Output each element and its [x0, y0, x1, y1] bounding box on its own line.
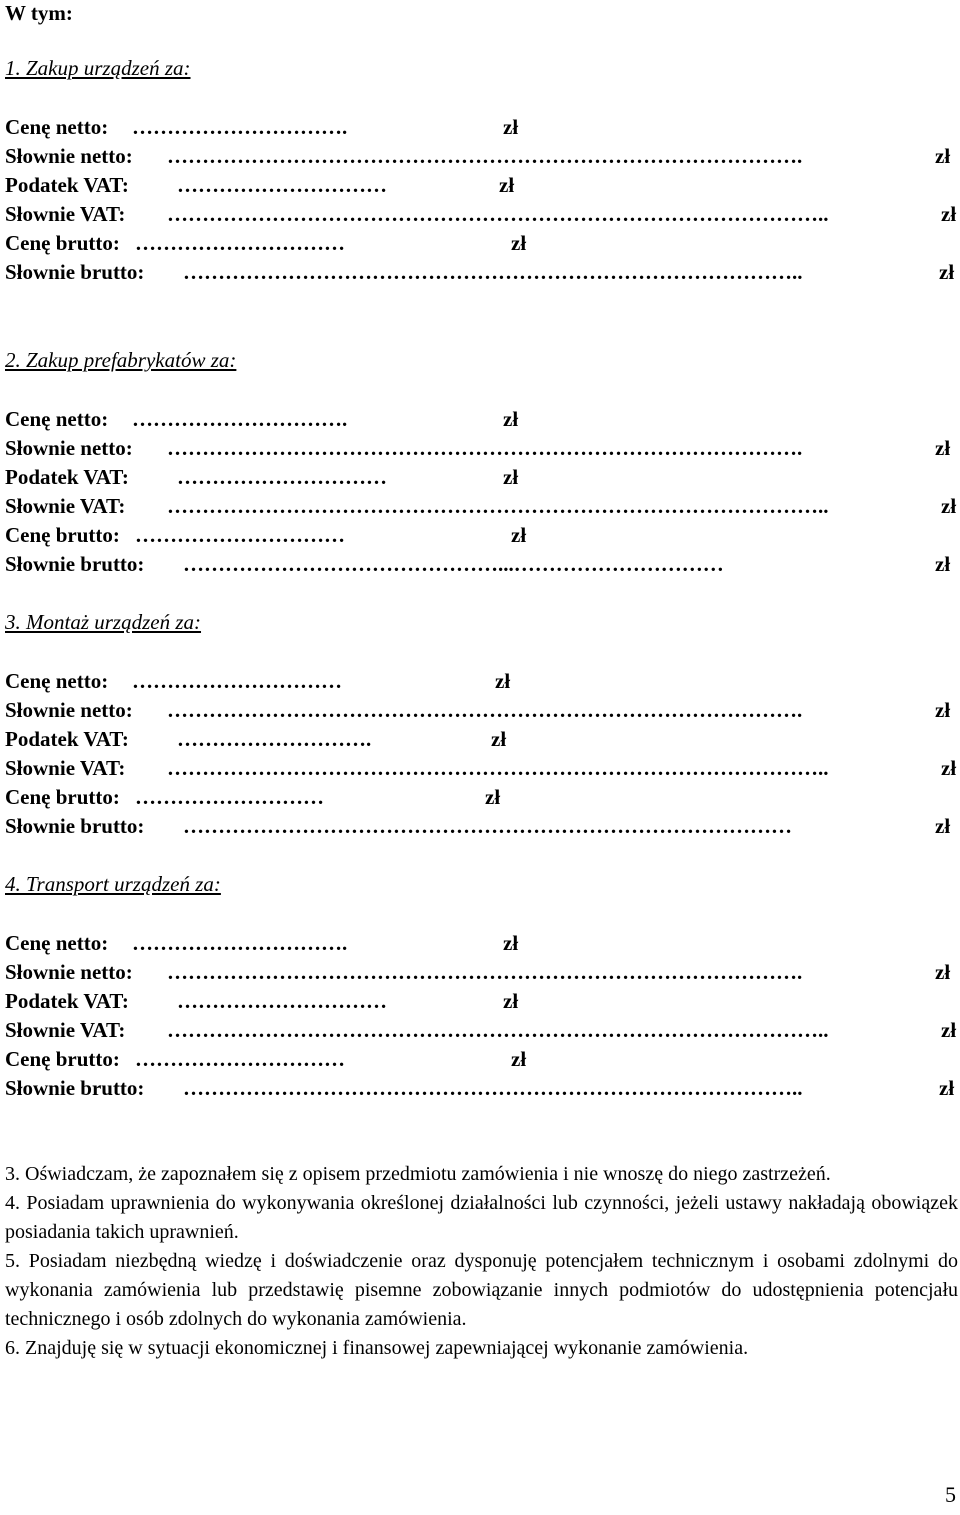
field-row-slownie-netto	[5, 434, 958, 463]
field-row-cena-brutto	[5, 229, 958, 258]
field-dots[interactable]: …………………………	[135, 523, 345, 547]
field-dots[interactable]: …………………………………………………………………………………..	[167, 494, 829, 518]
field-row-cena-netto	[5, 405, 958, 434]
field-dots[interactable]: ……………………………………………………………………………..	[183, 1076, 803, 1100]
field-label: Cenę netto:	[5, 407, 109, 431]
field-label: Słownie brutto:	[5, 814, 145, 838]
field-unit: zł	[503, 407, 519, 431]
field-label: Słownie VAT:	[5, 202, 126, 226]
field-row-podatek-vat	[5, 171, 958, 200]
field-label: Podatek VAT:	[5, 727, 129, 751]
section-montaz-urzadzen	[5, 609, 958, 838]
field-dots[interactable]: …………………………	[177, 173, 387, 197]
field-dots[interactable]: …………………………………………………………………………………..	[167, 756, 829, 780]
field-label: Podatek VAT:	[5, 465, 129, 489]
field-label: Słownie brutto:	[5, 260, 145, 284]
field-row-slownie-brutto	[5, 1074, 958, 1103]
field-row-cena-brutto	[5, 521, 958, 550]
field-row-slownie-vat	[5, 200, 958, 229]
field-label: Cenę netto:	[5, 115, 109, 139]
statement-4: 4. Posiadam uprawnienia do wykonywania określonej działalności lub czynności, jeżeli ustawy nakładają obowiązek posiadania takich uprawnień.	[5, 1192, 958, 1243]
field-label: Słownie netto:	[5, 698, 133, 722]
field-label: Słownie netto:	[5, 144, 133, 168]
field-dots[interactable]: ………………………	[135, 785, 324, 809]
field-unit: zł	[511, 1047, 527, 1071]
field-label: Słownie VAT:	[5, 756, 126, 780]
field-dots[interactable]: ……………………………………………………………………………	[183, 814, 792, 838]
field-label: Cenę brutto:	[5, 785, 120, 809]
field-dots[interactable]: …………………………	[177, 989, 387, 1013]
field-list	[5, 667, 958, 841]
field-unit: zł	[941, 756, 957, 780]
field-dots[interactable]: ………………………….	[132, 931, 348, 955]
field-label: Słownie netto:	[5, 960, 133, 984]
heading-w-tym: W tym:	[5, 1, 73, 25]
field-unit: zł	[941, 494, 957, 518]
field-row-slownie-netto	[5, 142, 958, 171]
field-row-cena-brutto	[5, 1045, 958, 1074]
field-label: Cenę brutto:	[5, 231, 120, 255]
field-unit: zł	[491, 727, 507, 751]
field-unit: zł	[503, 465, 519, 489]
field-dots[interactable]: ……………………………………………………………………………….	[167, 698, 803, 722]
field-unit: zł	[935, 552, 951, 576]
field-row-slownie-netto	[5, 958, 958, 987]
field-dots[interactable]: …………………………………………………………………………………..	[167, 202, 829, 226]
section-zakup-urzadzen	[5, 55, 958, 284]
field-row-slownie-brutto	[5, 258, 958, 287]
field-label: Słownie VAT:	[5, 1018, 126, 1042]
field-dots[interactable]: …………………………	[135, 231, 345, 255]
field-dots[interactable]: …………………………………………………………………………………..	[167, 1018, 829, 1042]
field-unit: zł	[511, 231, 527, 255]
statement-3: 3. Oświadczam, że zapoznałem się z opisem przedmiotu zamówienia i nie wnoszę do niego zastrzeżeń.	[5, 1163, 831, 1185]
field-unit: zł	[499, 173, 515, 197]
field-row-podatek-vat	[5, 987, 958, 1016]
section-title: 1. Zakup urządzeń za:	[5, 56, 191, 80]
field-row-slownie-vat	[5, 492, 958, 521]
field-row-slownie-brutto	[5, 812, 958, 841]
statement-6: 6. Znajduję się w sytuacji ekonomicznej i finansowej zapewniającej wykonanie zamówienia.	[5, 1337, 749, 1359]
field-label: Cenę brutto:	[5, 1047, 120, 1071]
field-dots[interactable]: ………………………………………...…………………………	[183, 552, 724, 576]
field-row-slownie-brutto	[5, 550, 958, 579]
field-row-cena-netto	[5, 113, 958, 142]
field-row-slownie-vat	[5, 1016, 958, 1045]
field-row-cena-brutto	[5, 783, 958, 812]
field-unit: zł	[503, 115, 519, 139]
field-unit: zł	[939, 260, 955, 284]
section-transport-urzadzen	[5, 871, 958, 1100]
field-list	[5, 929, 958, 1103]
field-unit: zł	[935, 960, 951, 984]
field-row-slownie-netto	[5, 696, 958, 725]
field-unit: zł	[503, 931, 519, 955]
field-unit: zł	[511, 523, 527, 547]
field-list	[5, 113, 958, 287]
section-title: 2. Zakup prefabrykatów za:	[5, 348, 237, 372]
section-title: 4. Transport urządzeń za:	[5, 872, 221, 896]
field-label: Słownie brutto:	[5, 1076, 145, 1100]
field-row-cena-netto	[5, 667, 958, 696]
field-row-podatek-vat	[5, 463, 958, 492]
field-dots[interactable]: ……………………….	[177, 727, 372, 751]
field-unit: zł	[935, 144, 951, 168]
statements-list	[5, 1160, 958, 1363]
field-list	[5, 405, 958, 579]
field-label: Podatek VAT:	[5, 173, 129, 197]
field-dots[interactable]: ……………………………………………………………………………….	[167, 960, 803, 984]
field-unit: zł	[941, 202, 957, 226]
field-dots[interactable]: ………………………….	[132, 407, 348, 431]
field-unit: zł	[935, 698, 951, 722]
field-row-slownie-vat	[5, 754, 958, 783]
field-label: Słownie netto:	[5, 436, 133, 460]
field-unit: zł	[485, 785, 501, 809]
field-dots[interactable]: …………………………	[132, 669, 342, 693]
statement-5: 5. Posiadam niezbędną wiedzę i doświadczenie oraz dysponuję potencjałem technicznym i osobami zdolnymi do wykonania zamówienia lub przedstawię pisemne zobowiązanie innych podmiotów do udostępnienia potencjału technicznego i osób zdolnych do wykonania zamówienia.	[5, 1250, 958, 1330]
field-label: Cenę brutto:	[5, 523, 120, 547]
field-unit: zł	[935, 436, 951, 460]
field-label: Słownie brutto:	[5, 552, 145, 576]
field-row-podatek-vat	[5, 725, 958, 754]
field-label: Podatek VAT:	[5, 989, 129, 1013]
section-title: 3. Montaż urządzeń za:	[5, 610, 202, 634]
field-label: Cenę netto:	[5, 669, 109, 693]
page-number: 5	[945, 1482, 956, 1507]
field-dots[interactable]: …………………………	[135, 1047, 345, 1071]
field-unit: zł	[935, 814, 951, 838]
field-dots[interactable]: ………………………….	[132, 115, 348, 139]
field-unit: zł	[941, 1018, 957, 1042]
field-unit: zł	[939, 1076, 955, 1100]
field-dots[interactable]: ……………………………………………………………………………..	[183, 260, 803, 284]
field-dots[interactable]: ……………………………………………………………………………….	[167, 144, 803, 168]
field-dots[interactable]: ……………………………………………………………………………….	[167, 436, 803, 460]
field-dots[interactable]: …………………………	[177, 465, 387, 489]
field-unit: zł	[503, 989, 519, 1013]
field-label: Cenę netto:	[5, 931, 109, 955]
field-row-cena-netto	[5, 929, 958, 958]
field-unit: zł	[495, 669, 511, 693]
section-zakup-prefabrykatow	[5, 347, 958, 576]
field-label: Słownie VAT:	[5, 494, 126, 518]
